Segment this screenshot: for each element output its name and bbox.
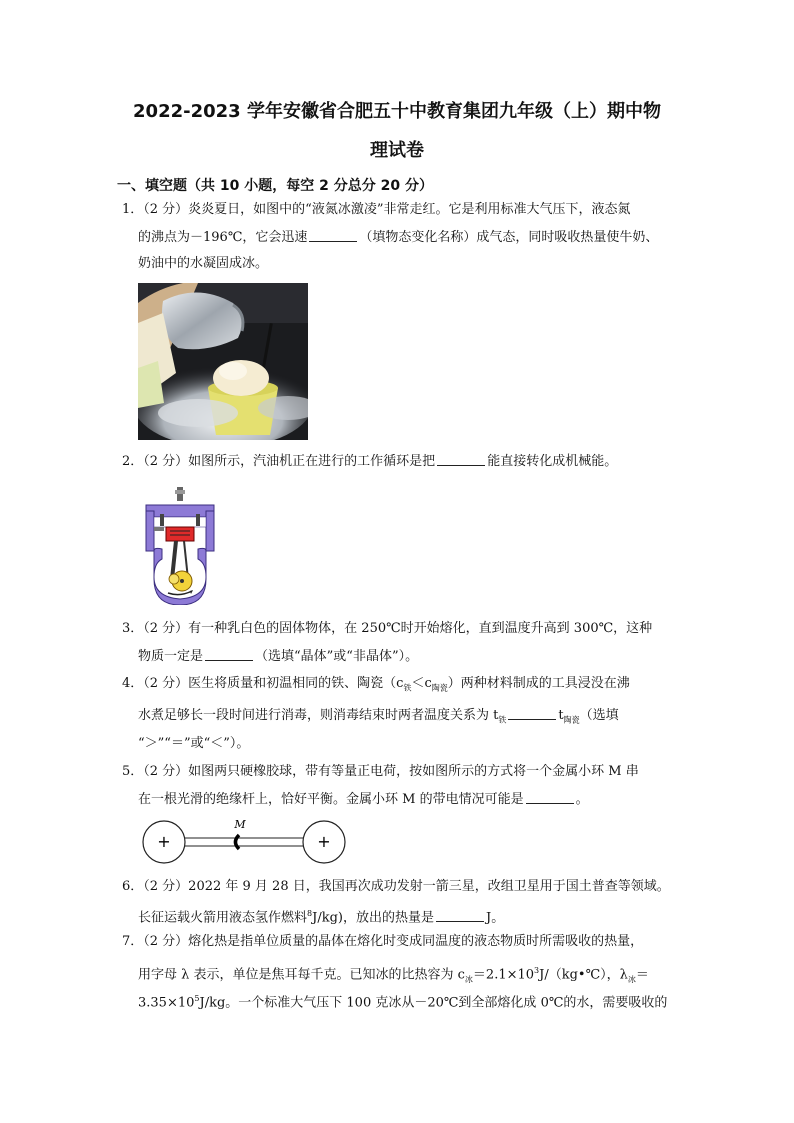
left-plus-sign: + — [157, 832, 171, 851]
q5-line2 — [138, 791, 589, 808]
q2-text-a: 2．（2 分）如图所示，汽油机正在进行的工作循环是把 — [122, 454, 436, 469]
q7-line3 — [138, 991, 667, 1011]
q7-sup3: 3 — [534, 966, 540, 975]
q1-line3: 奶油中的水凝固成冰。 — [138, 256, 269, 271]
ring-label-m: M — [234, 818, 246, 831]
q2-text-b: 能直接转化成机械能。 — [487, 454, 618, 469]
paper-title-line2: 理试卷 — [370, 140, 424, 161]
q2-line1 — [122, 453, 617, 470]
q1-blank — [309, 229, 357, 242]
q4-line2 — [138, 707, 619, 729]
q7-text-c: J/（kg•℃），λ — [539, 967, 628, 983]
q4-sub-iron: 铁 — [403, 683, 412, 693]
gasoline-engine-diagram — [140, 487, 220, 605]
paper-title-line1: 2022-2023 学年安徽省合肥五十中教育集团九年级（上）期中物 — [133, 101, 661, 122]
q4-text-b: ）两种材料制成的工具浸没在沸 — [447, 676, 630, 691]
q4-sub-ceramic: 陶瓷 — [431, 683, 448, 693]
q6-sup: 8 — [307, 909, 313, 918]
q6-line2 — [138, 906, 504, 926]
q1-text-b: （填物态变化名称）成气态，同时吸收热量使牛奶、 — [359, 230, 659, 245]
q6-text-b: J/kg)，放出的热量是 — [312, 910, 434, 926]
q7-line2 — [138, 963, 649, 988]
q4-sub-ceramic-2: 陶瓷 — [563, 715, 580, 725]
q4-line1 — [122, 676, 630, 697]
charged-balls-diagram — [140, 818, 350, 866]
q4-lt: ＜c — [411, 676, 432, 691]
q7-text-b: ＝2.1×10 — [472, 967, 535, 983]
q6-blank — [436, 909, 484, 922]
q5-line1: 5．（2 分）如图两只硬橡胶球，带有等量正电荷，按如图所示的方式将一个金属小环 M 串 — [122, 764, 639, 779]
q6-text-c: J。 — [485, 910, 505, 926]
q5-blank — [526, 791, 574, 804]
q7-text-d: ＝ — [635, 967, 649, 983]
q2-blank — [437, 453, 485, 466]
q5-text-a: 在一根光滑的绝缘杆上，恰好平衡。金属小环 M 的带电情况可能是 — [138, 792, 524, 807]
q4-text-e: （选填 — [579, 708, 619, 723]
q4-line3: “＞”“＝”或“＜”）。 — [138, 736, 250, 751]
q5-text-b: 。 — [575, 792, 589, 807]
q3-text-b: （选填“晶体”或“非晶体”）。 — [255, 649, 419, 664]
q3-line2 — [138, 648, 418, 665]
q7-sup5: 5 — [194, 994, 200, 1003]
q7-text-f: J/kg。一个标准大气压下 100 克冰从－20℃到全部熔化成 0℃的水，需要吸收的 — [199, 995, 668, 1011]
q4-text-d: t — [558, 708, 564, 723]
q4-blank — [508, 707, 556, 720]
right-plus-sign: + — [317, 832, 331, 851]
q1-line2 — [138, 229, 658, 246]
q3-text-a: 物质一定是 — [138, 649, 204, 664]
liquid-nitrogen-ice-cream-photo — [138, 283, 308, 440]
metal-ring-m — [236, 835, 240, 849]
q1-text-a: 的沸点为－196℃，它会迅速 — [138, 230, 308, 245]
section-heading: 一、填空题（共 10 小题，每空 2 分总分 20 分） — [117, 178, 433, 194]
q7-text-e: 3.35×10 — [138, 995, 195, 1011]
q6-text-a: 长征运载火箭用液态氢作燃料 — [138, 910, 308, 926]
q7-line1: 7．（2 分）熔化热是指单位质量的晶体在熔化时变成同温度的液态物质时所需吸收的热量， — [122, 934, 644, 949]
q3-blank — [205, 648, 253, 661]
q7-sub-ice-2: 冰 — [627, 974, 636, 984]
q4-sub-iron-2: 铁 — [498, 715, 507, 725]
q7-text-a: 用字母 λ 表示，单位是焦耳每千克。已知冰的比热容为 c — [138, 967, 465, 983]
q6-line1: 6．（2 分）2022 年 9 月 28 日，我国再次成功发射一箭三星，改组卫星用于国土普查等领域。 — [122, 879, 670, 894]
q7-sub-ice: 冰 — [464, 974, 473, 984]
q1-line1: 1．（2 分）炎炎夏日，如图中的“液氮冰激凌”非常走红。它是利用标准大气压下，液态氮 — [122, 202, 631, 217]
q4-text-a: 4．（2 分）医生将质量和初温相同的铁、陶瓷（c — [122, 676, 404, 691]
q4-text-c: 水煮足够长一段时间进行消毒，则消毒结束时两者温度关系为 t — [138, 708, 499, 723]
q3-line1: 3．（2 分）有一种乳白色的固体物体，在 250℃时开始熔化，直到温度升高到 300℃，这种 — [122, 621, 653, 636]
